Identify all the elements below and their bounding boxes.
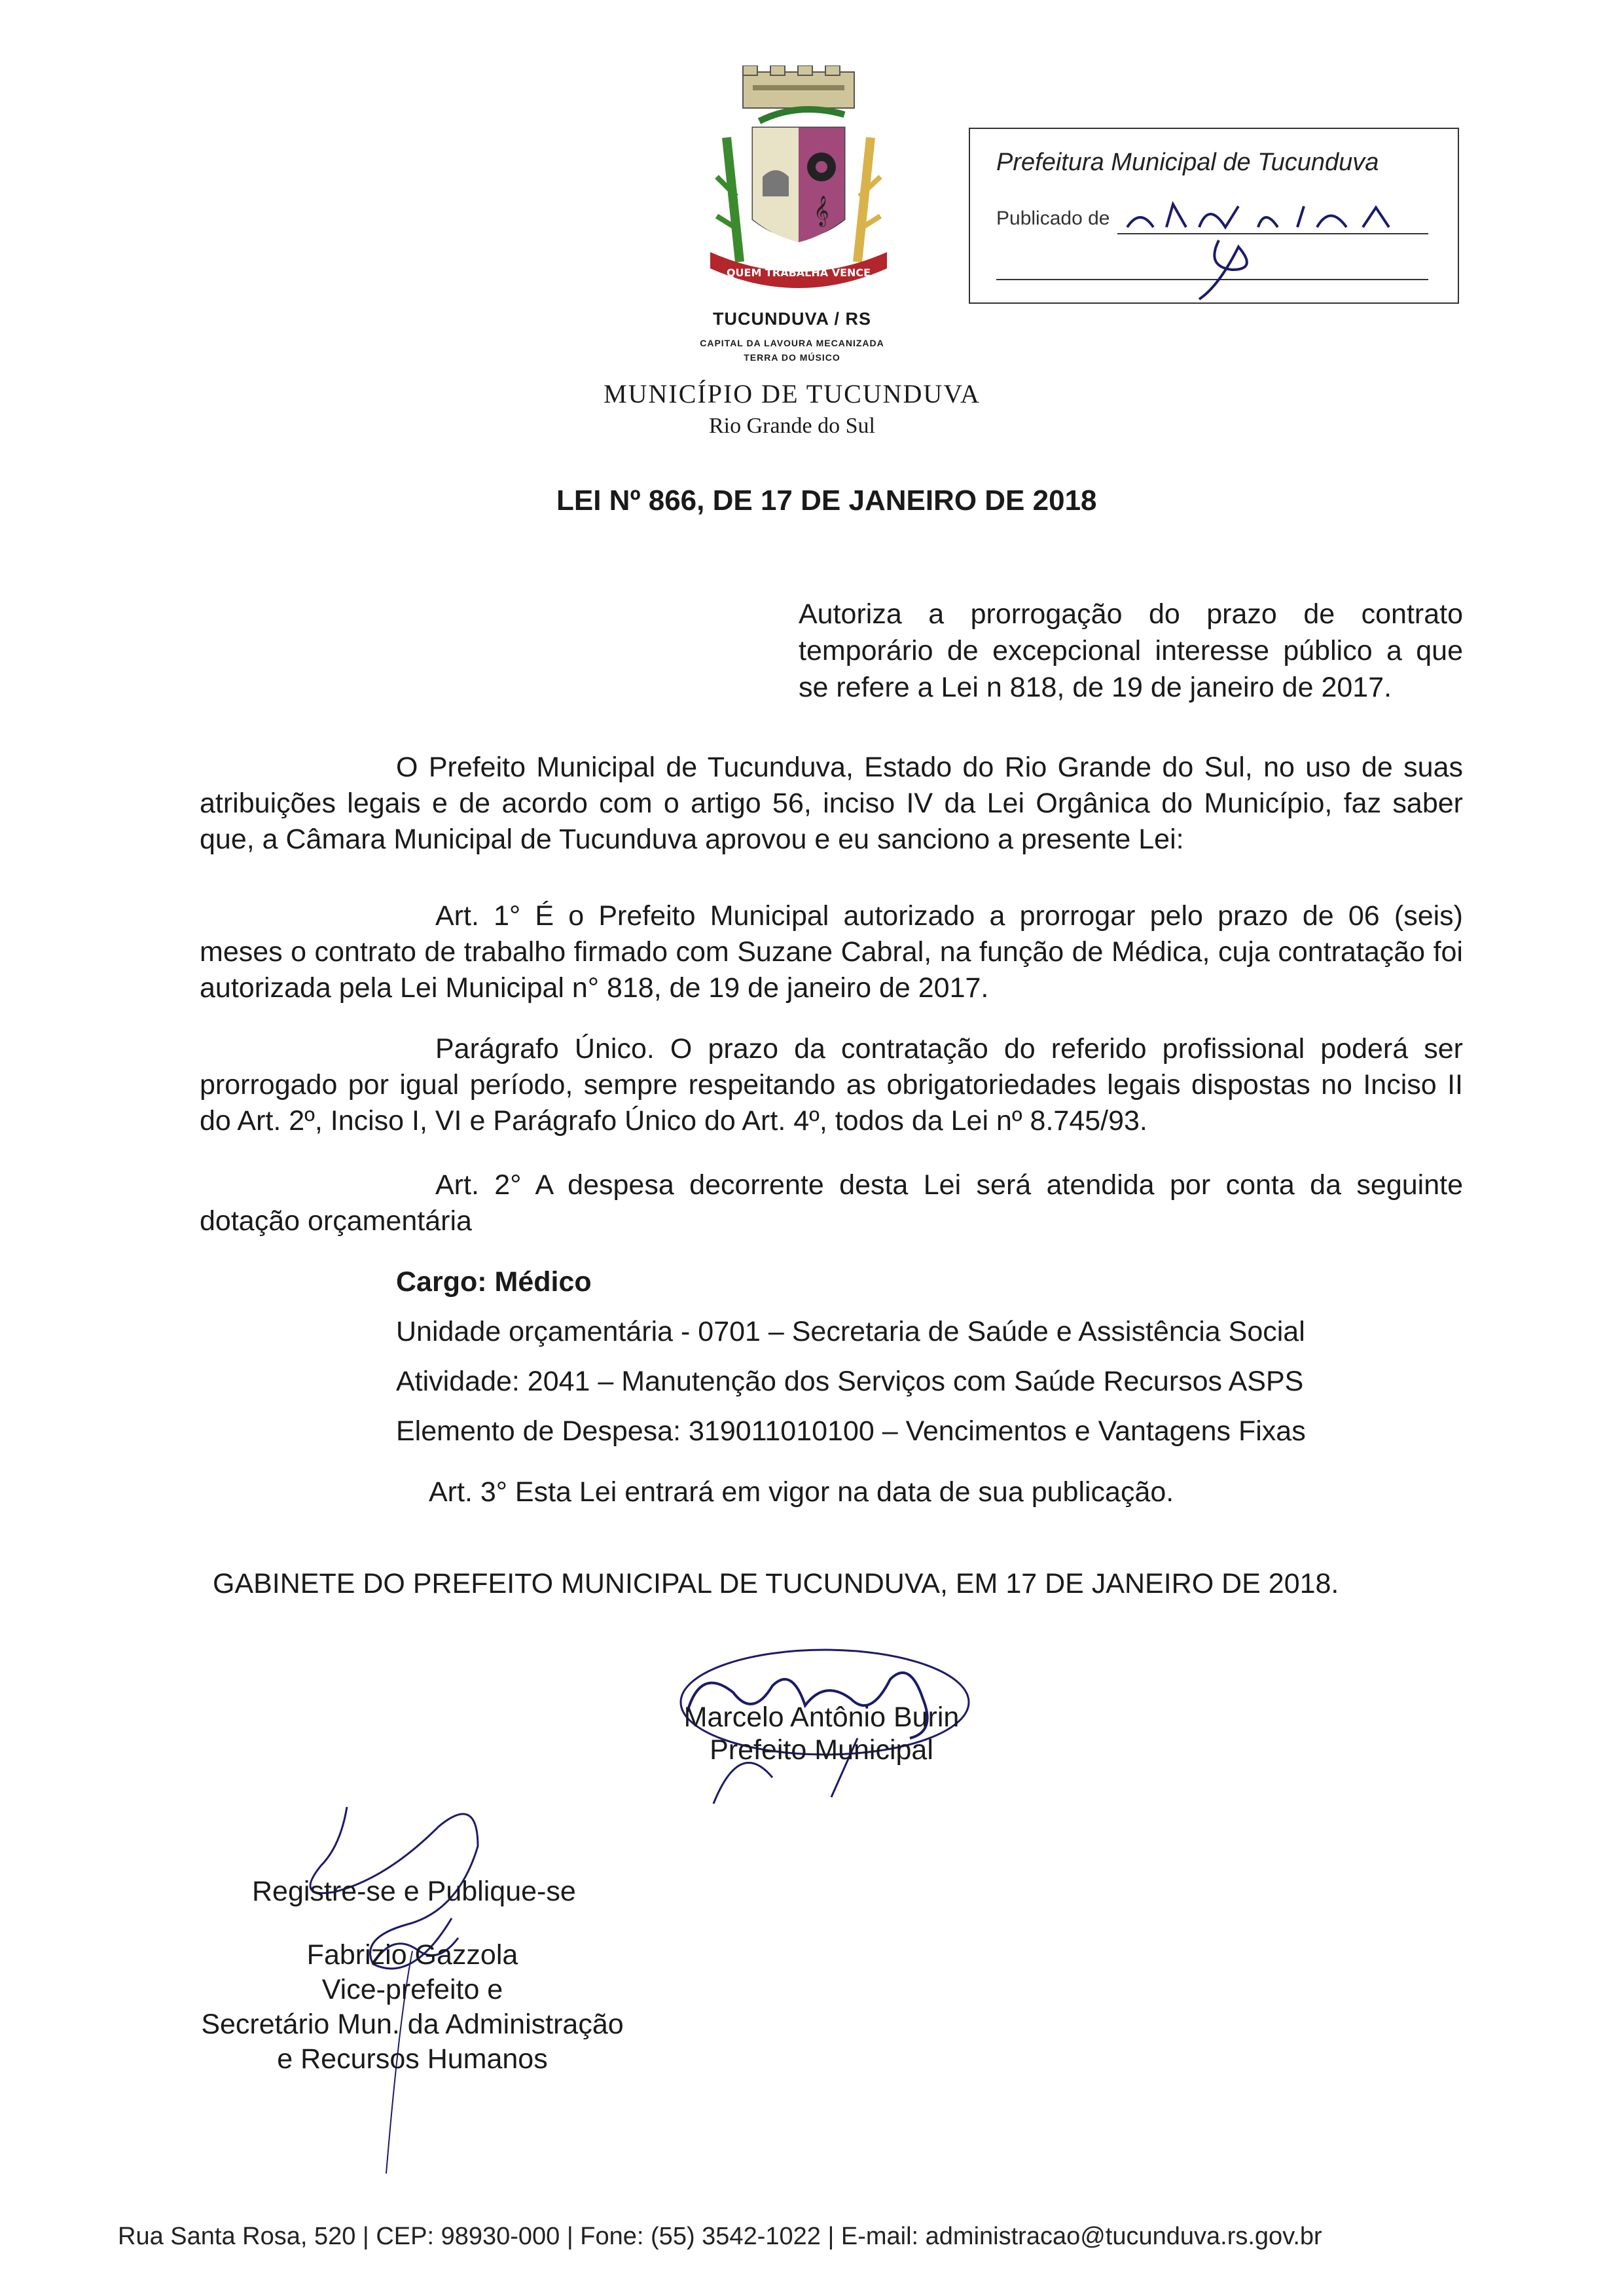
article-2-text: Art. 2° A despesa decorrente desta Lei será atendida por conta da seguinte dotação orçamentária: [200, 1169, 1463, 1237]
article-1-text: Art. 1° É o Prefeito Municipal autorizado a prorrogar pelo prazo de 06 (seis) meses o contrato de trabalho firmado com Suzane Cabral, na função de Médica, cuja contratação foi autorizada pela Lei Municipal n° 818, de 19 de janeiro de 2017.: [200, 900, 1463, 1004]
paragraph-unique-text: Parágrafo Único. O prazo da contratação do referido profissional poderá ser prorrogado por igual período, sempre respeitando as obrigatoriedades legais dispostas no Inciso II do Art. 2º, Inciso I, VI e Parágrafo Único do Art. 4º, todos da Lei nº 8.745/93.: [200, 1033, 1463, 1137]
budget-elemento: Elemento de Despesa: 319011010100 – Vencimentos e Vantagens Fixas: [396, 1415, 1306, 1447]
stamp-published-label: Publicado de: [996, 208, 1110, 229]
vice-mayor-signature-block: [177, 1938, 648, 2077]
paragraph-unique: [200, 1031, 1463, 1139]
mayor-name: Marcelo Antônio Burin: [683, 1702, 960, 1733]
mayor-signature-block: [671, 1701, 972, 1766]
law-ementa: Autoriza a prorrogação do prazo de contrato temporário de excepcional interesse público a que se refere a Lei n 818, de 19 de janeiro de 2017.: [799, 598, 1463, 703]
preamble-text: O Prefeito Municipal de Tucunduva, Estado do Rio Grande do Sul, no uso de suas atribuições legais e de acordo com o artigo 56, inciso IV da Lei Orgânica do Município, faz saber que, a Câmara Municipal de Tucunduva aprovou e eu sanciono a presente Lei:: [200, 752, 1463, 855]
footer-address: Rua Santa Rosa, 520 | CEP: 98930-000 | Fone: (55) 3542-1022 | E-mail: administracao@tucunduva.rs.gov.br: [118, 2223, 1322, 2250]
vice-title-3: e Recursos Humanos: [277, 2043, 548, 2075]
law-preamble: [200, 750, 1463, 858]
budget-unidade: Unidade orçamentária - 0701 – Secretaria de Saúde e Assistência Social: [396, 1316, 1305, 1347]
coat-of-arms-icon: [691, 65, 907, 288]
register-publish: Registre-se e Publique-se: [252, 1876, 576, 1907]
crest-motto: QUEM TRABALHA VENCE: [726, 266, 871, 279]
law-title: LEI Nº 866, DE 17 DE JANEIRO DE 2018: [556, 484, 1097, 517]
article-2: [200, 1167, 1463, 1239]
svg-text:𝄞: 𝄞: [814, 196, 829, 226]
vice-title-2: Secretário Mun. da Administração: [201, 2009, 624, 2040]
budget-cargo: Cargo: Médico: [396, 1266, 592, 1298]
city-state: TUCUNDUVA / RS: [713, 309, 871, 329]
municipality-name: MUNICÍPIO DE TUCUNDUVA: [604, 379, 981, 409]
city-motto: [589, 336, 995, 365]
closing-statement: GABINETE DO PREFEITO MUNICIPAL DE TUCUNDUVA, EM 17 DE JANEIRO DE 2018.: [213, 1568, 1339, 1599]
budget-atividade: Atividade: 2041 – Manutenção dos Serviços com Saúde Recursos ASPS: [396, 1366, 1304, 1397]
vice-name: Fabrizio Gazzola: [306, 1939, 518, 1971]
article-3: Art. 3° Esta Lei entrará em vigor na data de sua publicação.: [429, 1476, 1174, 1508]
motto-line-1: CAPITAL DA LAVOURA MECANIZADA: [700, 338, 884, 348]
state-name: Rio Grande do Sul: [708, 414, 876, 438]
vice-title-1: Vice-prefeito e: [321, 1974, 503, 2005]
publication-stamp: [969, 128, 1459, 304]
article-1: [200, 898, 1463, 1006]
stamp-title: Prefeitura Municipal de Tucunduva: [996, 149, 1379, 176]
stamp-handwriting: [970, 129, 1458, 302]
motto-line-2: TERRA DO MÚSICO: [744, 352, 840, 363]
budget-allocation: [396, 1257, 1306, 1456]
mayor-title: Prefeito Municipal: [710, 1734, 933, 1766]
